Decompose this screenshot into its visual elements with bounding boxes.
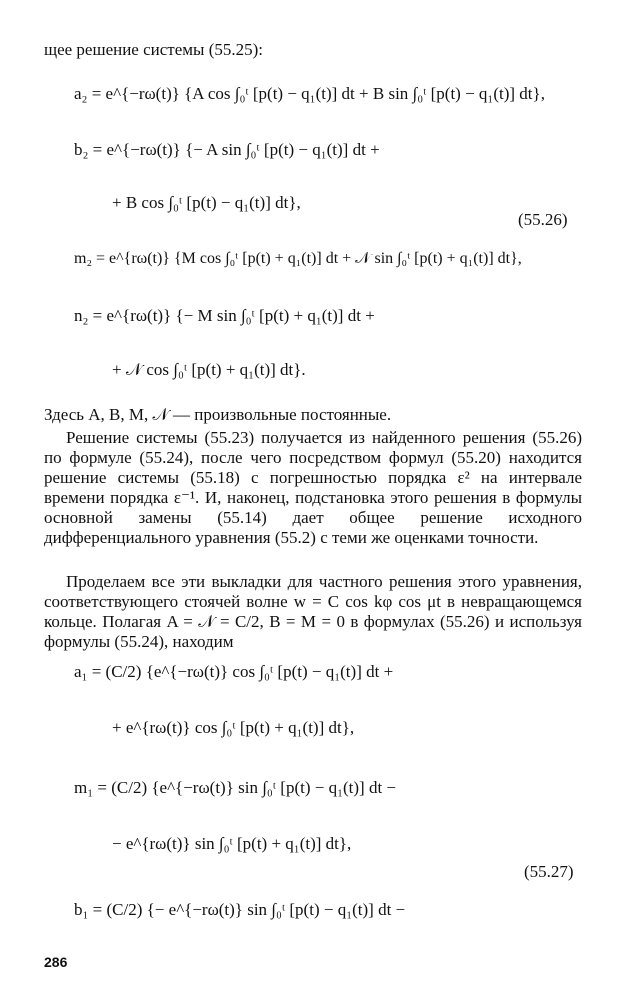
equation-n2-line1: n₂ = e^{rω(t)} {− M sin ∫₀ᵗ [p(t) + q₁(t)] dt + [74, 306, 375, 325]
paragraph-constants: Здесь A, B, M, 𝒩 — произвольные постоянные. [44, 405, 392, 424]
paragraph-solution: Решение системы (55.23) получается из найденного решения (55.26) по формуле (55.24), после чего посредством формул (55.20) находится решение системы (55.18) с погрешностью порядка ε² на интервале времени порядка ε⁻¹. И, наконец, подстановка этого решения в формулы основной замены (55.14) дает общее решение исходного дифференциального уравнения (55.2) с теми же оценками точности. [44, 428, 582, 547]
equation-m1-line2: − e^{rω(t)} sin ∫₀ᵗ [p(t) + q₁(t)] dt}, [112, 834, 352, 853]
equation-b1-line1: b₁ = (C/2) {− e^{−rω(t)} sin ∫₀ᵗ [p(t) − q₁(t)] dt − [74, 900, 406, 919]
equation-b2-line2: + B cos ∫₀ᵗ [p(t) − q₁(t)] dt}, [112, 193, 301, 212]
equation-m1-line1: m₁ = (C/2) {e^{−rω(t)} sin ∫₀ᵗ [p(t) − q₁(t)] dt − [74, 778, 397, 797]
intro-line: щее решение системы (55.25): [44, 40, 263, 59]
equation-m2: m₂ = e^{rω(t)} {M cos ∫₀ᵗ [p(t) + q₁(t)] dt + 𝒩 sin ∫₀ᵗ [p(t) + q₁(t)] dt}, [74, 250, 522, 267]
equation-label-55-26: (55.26) [518, 210, 568, 229]
equation-a1-line1: a₁ = (C/2) {e^{−rω(t)} cos ∫₀ᵗ [p(t) − q₁(t)] dt + [74, 662, 394, 681]
equation-label-55-27: (55.27) [524, 862, 574, 881]
page-number: 286 [44, 954, 68, 970]
equation-a1-line2: + e^{rω(t)} cos ∫₀ᵗ [p(t) + q₁(t)] dt}, [112, 718, 355, 737]
equation-b2-line1: b₂ = e^{−rω(t)} {− A sin ∫₀ᵗ [p(t) − q₁(t)] dt + [74, 140, 380, 159]
equation-a2: a₂ = e^{−rω(t)} {A cos ∫₀ᵗ [p(t) − q₁(t)] dt + B sin ∫₀ᵗ [p(t) − q₁(t)] dt}, [74, 84, 545, 103]
equation-n2-line2: + 𝒩 cos ∫₀ᵗ [p(t) + q₁(t)] dt}. [112, 360, 306, 379]
paragraph-standing-wave: Проделаем все эти выкладки для частного решения этого уравнения, соответствующего стоячей волне w = C cos kφ cos μt в невращающемся кольце. Полагая A = 𝒩 = C/2, B = M = 0 в формулах (55.26) и используя формулы (55.24), находим [44, 572, 582, 651]
